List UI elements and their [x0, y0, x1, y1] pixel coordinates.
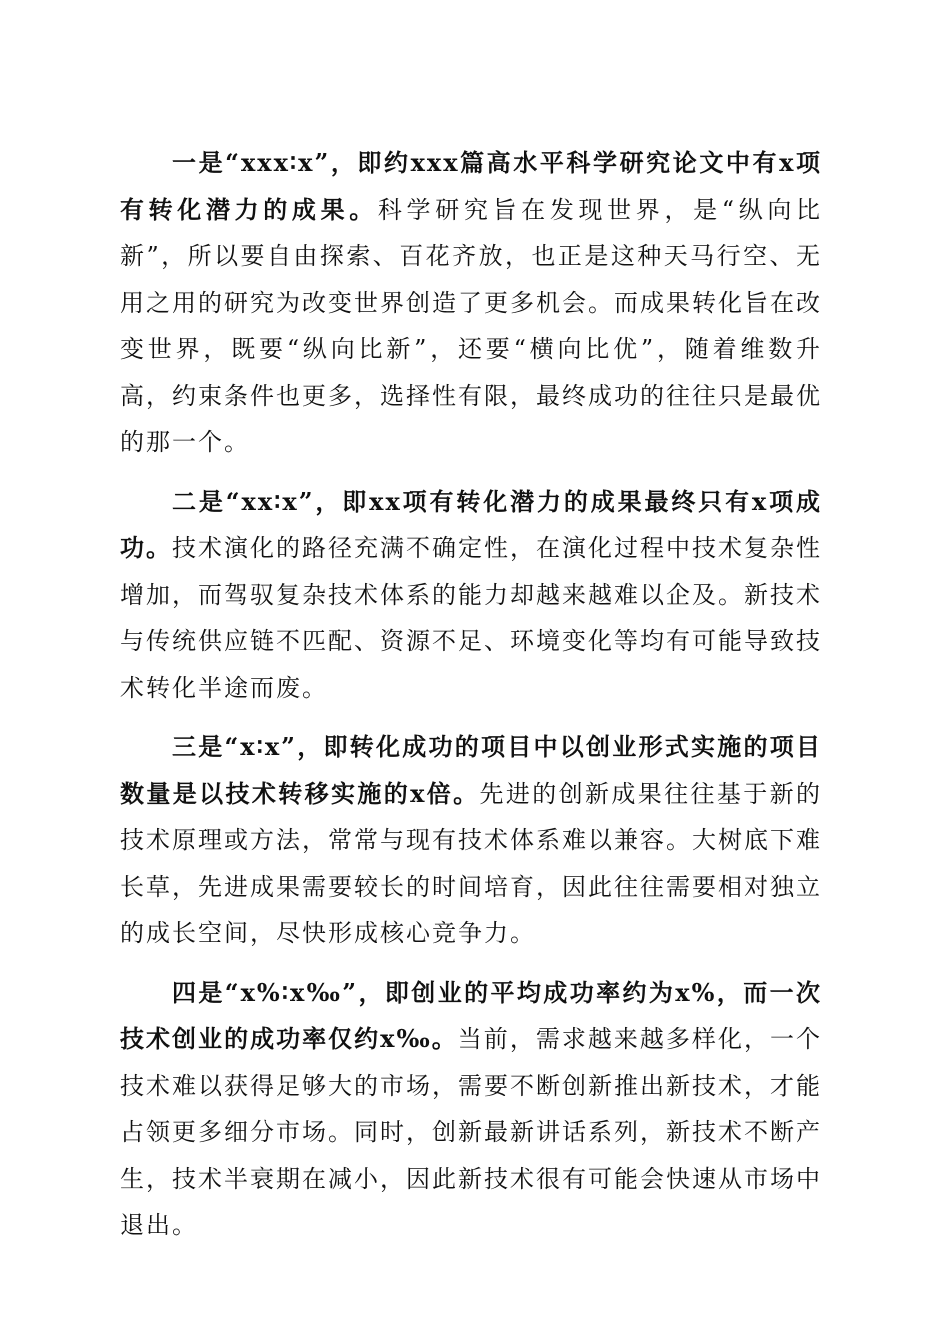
paragraph-1-body: 科学研究旨在发现世界，是“纵向比新”，所以要自由探索、百花齐放，也正是这种天马行空、无用之用的研究为改变世界创造了更多机会。而成果转化旨在改变世界，既要“纵向比新”，还要“横向比优”，随着维数升高，约束条件也更多，选择性有限，最终成功的往往只是最优的那一个。	[120, 195, 822, 456]
document-page	[120, 140, 822, 1262]
paragraph-1	[120, 140, 822, 466]
paragraph-3-lead: 三是“x∶x”，即转化成功的项目中以创业形式实施的项目数量是以技术转移实施的x倍。	[120, 732, 822, 808]
paragraph-2	[120, 479, 822, 712]
paragraph-2-body: 技术演化的路径充满不确定性，在演化过程中技术复杂性增加，而驾驭复杂技术体系的能力却越来越难以企及。新技术与传统供应链不匹配、资源不足、环境变化等均有可能导致技术转化半途而废。	[120, 534, 822, 702]
paragraph-4	[120, 970, 822, 1249]
paragraph-4-body: 当前，需求越来越多样化，一个技术难以获得足够大的市场，需要不断创新推出新技术，才能占领更多细分市场。同时，创新最新讲话系列，新技术不断产生，技术半衰期在减小，因此新技术很有可能会快速从市场中退出。	[120, 1025, 823, 1239]
paragraph-3-body: 先进的创新成果往往基于新的技术原理或方法，常常与现有技术体系难以兼容。大树底下难长草，先进成果需要较长的时间培育，因此往往需要相对独立的成长空间，尽快形成核心竞争力。	[120, 779, 823, 947]
paragraph-2-lead: 二是“xx∶x”，即xx项有转化潜力的成果最终只有x项成功。	[120, 486, 822, 562]
paragraph-1-lead: 一是“xxx∶x”，即约xxx篇高水平科学研究论文中有x项有转化潜力的成果。	[120, 148, 822, 224]
paragraph-4-lead: 四是“x%∶x‰”，即创业的平均成功率约为x%，而一次技术创业的成功率仅约x‰。	[120, 977, 822, 1053]
paragraph-3	[120, 724, 822, 957]
